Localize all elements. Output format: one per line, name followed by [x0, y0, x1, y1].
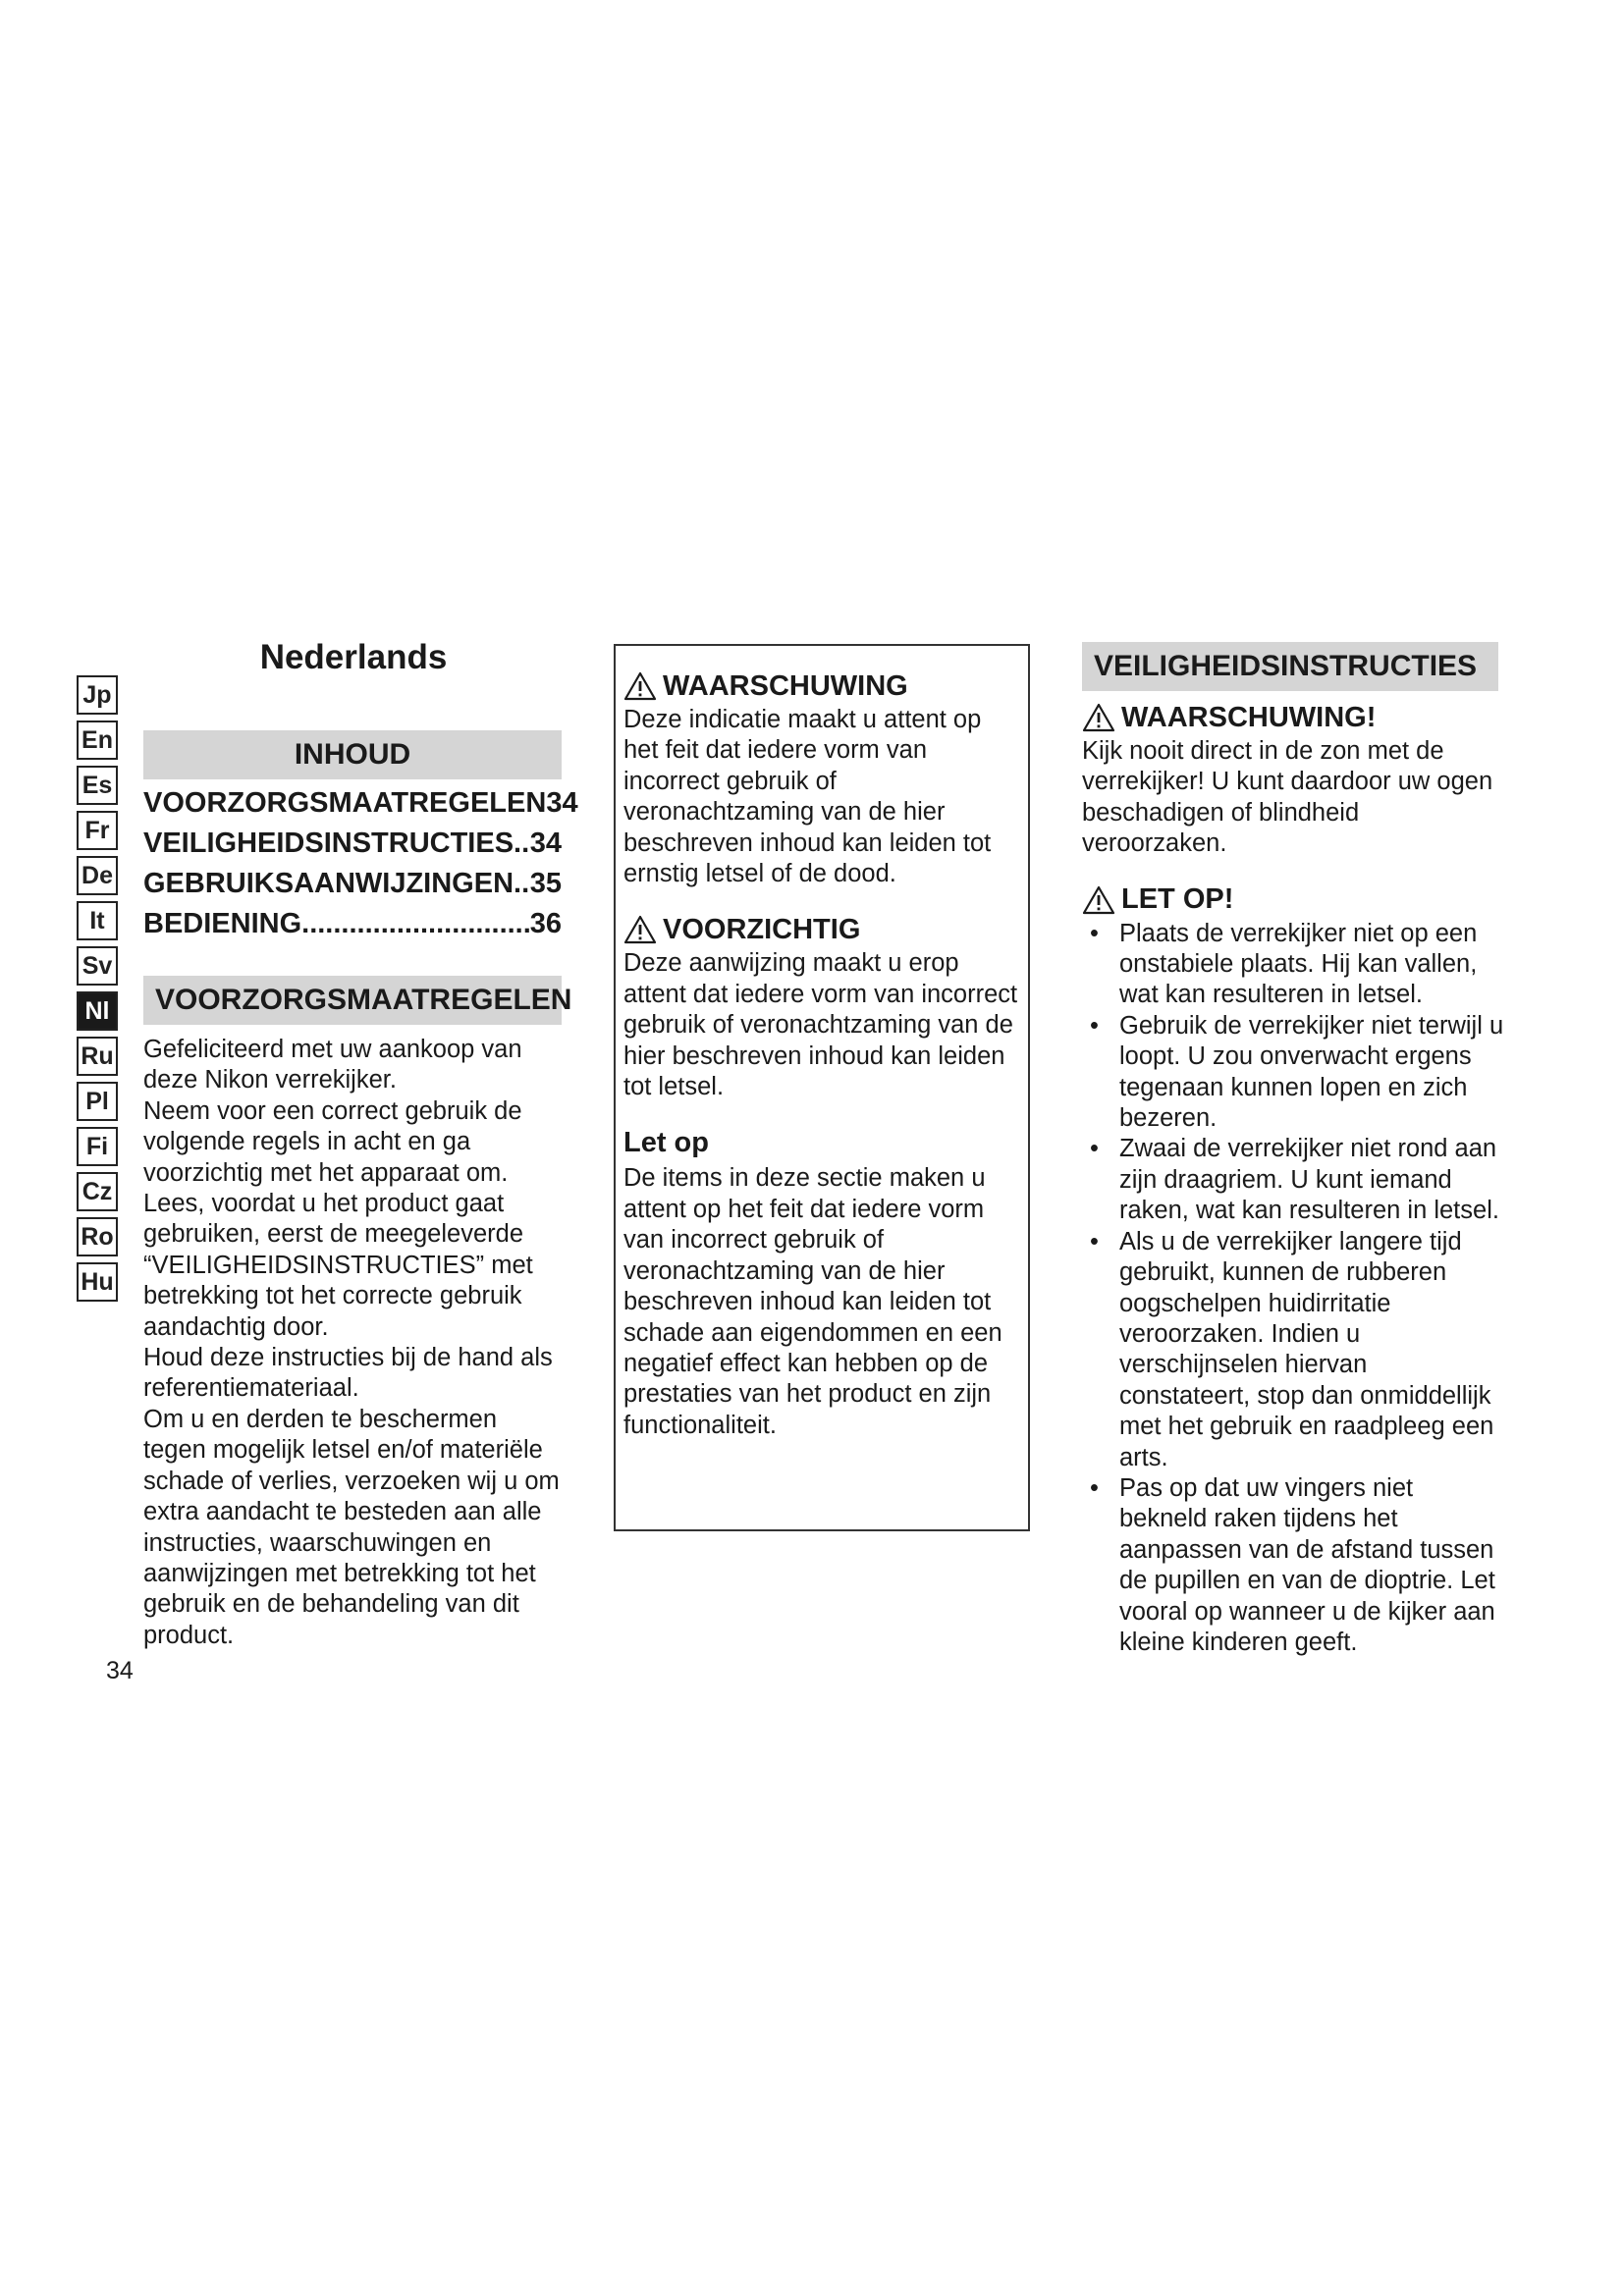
list-item: [1082, 1227, 1504, 1473]
toc-leader-dots: [301, 908, 530, 940]
bullet-icon: •: [1090, 1227, 1099, 1255]
warning-legend-heading: [623, 667, 1020, 705]
lang-tab-fi[interactable]: Fi: [77, 1127, 118, 1166]
list-item-text: Als u de verrekijker langere tijd gebruikt, kunnen de rubberen oogschelpen huidirritatie veroorzaken. Indien u verschijnselen hiervan constateert, stop dan onmiddellijk met het gebruik en raadpleeg een arts.: [1119, 1227, 1494, 1471]
precautions-body: [143, 1035, 566, 1651]
warning-legend-text: Deze indicatie maakt u attent op het feit dat iedere vorm van incorrect gebruik of veronachtzaming van de hier beschreven inhoud kan leiden tot ernstig letsel of de dood.: [623, 706, 992, 888]
caution-legend-heading: [623, 911, 1020, 948]
toc-item-veiligheidsinstructies[interactable]: [143, 828, 562, 868]
list-item-text: Plaats de verrekijker niet op een onstabiele plaats. Hij kan vallen, wat kan resulteren in letsel.: [1119, 919, 1478, 1009]
lang-tab-ro[interactable]: Ro: [77, 1217, 118, 1256]
lang-tab-hu[interactable]: Hu: [77, 1262, 118, 1302]
warning-triangle-icon: [1082, 703, 1115, 732]
bullet-icon: •: [1090, 1011, 1099, 1040]
toc-item-gebruiksaanwijzingen[interactable]: [143, 868, 562, 908]
lang-tab-es[interactable]: Es: [77, 766, 118, 805]
safety-warning-heading: [1082, 699, 1504, 736]
safety-heading: VEILIGHEIDSINSTRUCTIES: [1082, 642, 1498, 691]
toc-item-voorzorgsmaatregelen[interactable]: [143, 787, 578, 828]
toc-leader-dots: [514, 828, 530, 860]
lang-tab-ru[interactable]: Ru: [77, 1037, 118, 1076]
lang-tab-fr[interactable]: Fr: [77, 811, 118, 850]
page-title: Nederlands: [259, 638, 448, 676]
lang-tab-pl[interactable]: Pl: [77, 1082, 118, 1121]
lang-tab-cz[interactable]: Cz: [77, 1172, 118, 1211]
list-item: [1082, 1011, 1504, 1135]
warning-legend: [623, 667, 1020, 889]
list-item-text: Pas op dat uw vingers niet bekneld raken tijdens het aanpassen van de afstand tussen de pupillen en van de dioptrie. Let vooral op wanneer u de kijker aan kleine kinderen geeft.: [1119, 1473, 1495, 1656]
bullet-icon: •: [1090, 919, 1099, 947]
note-legend-text: De items in deze sectie maken u attent op het feit dat iedere vorm van incorrect gebruik of veronachtzaming van de hier beschreven inhoud kan leiden tot schade aan eigendommen en een negatief effect kan hebben op de prestaties van het product en zijn functionaliteit.: [623, 1164, 1002, 1439]
list-item-text: Zwaai de verrekijker niet rond aan zijn draagriem. U kunt iemand raken, wat kan resulteren in letsel.: [1119, 1135, 1499, 1225]
precautions-paragraph: Lees, voordat u het product gaat gebruiken, eerst de meegeleverde “VEILIGHEIDSINSTRUCTIES” met betrekking tot het correcte gebruik aandachtig door.: [143, 1190, 533, 1341]
toc-label: GEBRUIKSAANWIJZINGEN: [143, 868, 514, 899]
warning-legend-title: WAARSCHUWING: [663, 669, 908, 702]
safety-warning-text: Kijk nooit direct in de zon met de verrekijker! U kunt daardoor uw ogen beschadigen of blindheid veroorzaken.: [1082, 737, 1493, 858]
warning-triangle-icon: [1082, 885, 1115, 915]
bullet-icon: •: [1090, 1473, 1099, 1502]
toc-label: VEILIGHEIDSINSTRUCTIES: [143, 828, 514, 859]
list-item: [1082, 1473, 1504, 1658]
toc-item-bediening[interactable]: [143, 908, 562, 948]
toc-page: 34: [529, 828, 562, 859]
note-legend: [623, 1124, 1020, 1441]
toc-leader-dots: [514, 868, 530, 900]
toc-page: 35: [529, 868, 562, 899]
safety-caution-title: LET OP!: [1121, 883, 1234, 916]
toc-label: BEDIENING: [143, 908, 302, 939]
caution-legend-text: Deze aanwijzing maakt u erop attent dat iedere vorm van incorrect gebruik of veronachtzaming van de hier beschreven inhoud kan leiden tot letsel.: [623, 949, 1018, 1101]
warning-triangle-icon: [623, 915, 657, 944]
toc-label: VOORZORGSMAATREGELEN: [143, 787, 547, 819]
safety-warning-title: WAARSCHUWING!: [1121, 701, 1377, 733]
safety-caution-heading: [1082, 881, 1504, 919]
precautions-paragraph: Neem voor een correct gebruik de volgende regels in acht en ga voorzichtig met het apparaat om.: [143, 1096, 522, 1187]
notice-legend-box: [614, 644, 1030, 1531]
precautions-paragraph: Gefeliciteerd met uw aankoop van deze Nikon verrekijker.: [143, 1036, 522, 1095]
safety-body: [1082, 699, 1504, 1658]
safety-caution-list: [1082, 919, 1504, 1659]
lang-tab-en[interactable]: En: [77, 721, 118, 760]
page-number: 34: [106, 1657, 134, 1684]
lang-tab-de[interactable]: De: [77, 856, 118, 895]
precautions-heading: VOORZORGSMAATREGELEN: [143, 976, 562, 1025]
list-item: [1082, 919, 1504, 1011]
contents-heading: INHOUD: [143, 730, 562, 779]
precautions-paragraph: Om u en derden te beschermen tegen mogelijk letsel en/of materiële schade of verlies, verzoeken wij u om extra aandacht te besteden aan alle instructies, waarschuwingen en aanwijzingen met betrekking tot het gebruik en de behandeling van dit product.: [143, 1405, 560, 1649]
lang-tab-jp[interactable]: Jp: [77, 675, 118, 715]
list-item: [1082, 1134, 1504, 1226]
list-item-text: Gebruik de verrekijker niet terwijl u loopt. U zou onverwacht ergens tegenaan kunnen lopen en zich bezeren.: [1119, 1011, 1504, 1133]
precautions-paragraph: Houd deze instructies bij de hand als referentiemateriaal.: [143, 1344, 553, 1403]
toc-page: 34: [546, 787, 578, 819]
toc-page: 36: [529, 908, 562, 939]
language-tabs: [77, 675, 120, 1308]
warning-triangle-icon: [623, 671, 657, 701]
note-legend-heading: Let op: [623, 1127, 709, 1159]
lang-tab-it[interactable]: It: [77, 901, 118, 940]
lang-tab-sv[interactable]: Sv: [77, 946, 118, 986]
bullet-icon: •: [1090, 1135, 1099, 1163]
caution-legend-title: VOORZICHTIG: [663, 913, 861, 945]
lang-tab-nl-active[interactable]: Nl: [77, 991, 118, 1031]
caution-legend: [623, 911, 1020, 1102]
table-of-contents: [143, 787, 578, 948]
